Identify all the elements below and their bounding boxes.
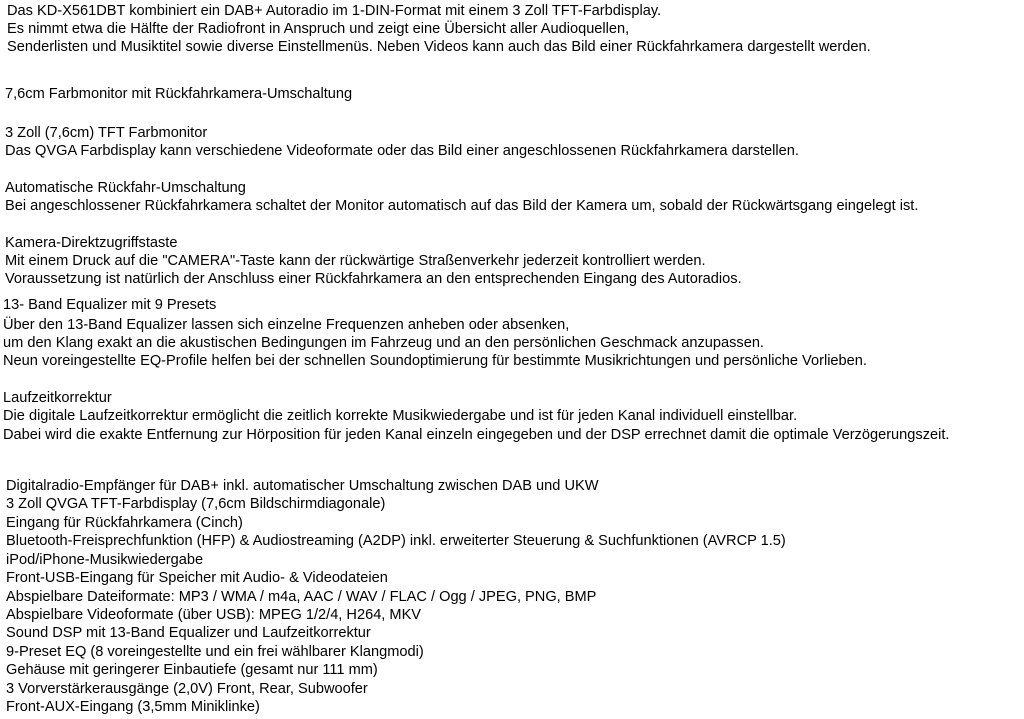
camera-key-heading: Kamera-Direktzugriffstaste — [5, 235, 178, 251]
feature-item: Abspielbare Dateiformate: MP3 / WMA / m4a, AAC / WAV / FLAC / Ogg / JPEG, PNG, BMP — [6, 589, 597, 605]
tft-monitor-text: Das QVGA Farbdisplay kann verschiedene Videoformate oder das Bild einer angeschlossenen Rückfahrkamera darstellen. — [5, 143, 799, 159]
time-alignment-heading: Laufzeitkorrektur — [3, 390, 112, 406]
time-alignment-line-2: Dabei wird die exakte Entfernung zur Hörposition für jeden Kanal einzeln eingegeben und der DSP errechnet damit die optimale Verzögerungszeit. — [3, 427, 950, 443]
feature-item: 3 Vorverstärkerausgänge (2,0V) Front, Rear, Subwoofer — [6, 681, 368, 697]
intro-line-3: Senderlisten und Musiktitel sowie diverse Einstellmenüs. Neben Videos kann auch das Bild einer Rückfahrkamera dargestellt werden. — [7, 39, 871, 55]
tft-monitor-heading: 3 Zoll (7,6cm) TFT Farbmonitor — [5, 125, 208, 141]
feature-item: Front-AUX-Eingang (3,5mm Miniklinke) — [6, 699, 260, 715]
feature-item: iPod/iPhone-Musikwiedergabe — [6, 552, 204, 568]
camera-key-line-2: Voraussetzung ist natürlich der Anschluss einer Rückfahrkamera an den entsprechenden Eingang des Autoradios. — [5, 271, 742, 287]
camera-key-line-1: Mit einem Druck auf die "CAMERA"-Taste kann der rückwärtige Straßenverkehr jederzeit kontrolliert werden. — [5, 253, 706, 269]
auto-switch-text: Bei angeschlossener Rückfahrkamera schaltet der Monitor automatisch auf das Bild der Kamera um, sobald der Rückwärtsgang eingelegt ist. — [5, 198, 919, 214]
intro-line-1: Das KD-X561DBT kombiniert ein DAB+ Autoradio im 1-DIN-Format mit einem 3 Zoll TFT-Farbdisplay. — [7, 3, 662, 19]
feature-item: Front-USB-Eingang für Speicher mit Audio- & Videodateien — [6, 570, 388, 586]
feature-item: Sound DSP mit 13-Band Equalizer und Laufzeitkorrektur — [6, 625, 371, 641]
feature-item: Abspielbare Videoformate (über USB): MPEG 1/2/4, H264, MKV — [6, 607, 422, 623]
time-alignment-line-1: Die digitale Laufzeitkorrektur ermöglicht die zeitlich korrekte Musikwiedergabe und ist für jeden Kanal individuell einstellbar. — [3, 408, 798, 424]
feature-item: Bluetooth-Freisprechfunktion (HFP) & Audiostreaming (A2DP) inkl. erweiterter Steuerung & Suchfunktionen (AVRCP 1.5) — [6, 533, 786, 549]
equalizer-line-2: um den Klang exakt an die akustischen Bedingungen im Fahrzeug und an den persönlichen Geschmack anzupassen. — [3, 335, 764, 351]
auto-switch-heading: Automatische Rückfahr-Umschaltung — [5, 180, 246, 196]
monitor-section-heading: 7,6cm Farbmonitor mit Rückfahrkamera-Umschaltung — [5, 86, 353, 102]
equalizer-heading: 13- Band Equalizer mit 9 Presets — [3, 297, 217, 313]
equalizer-line-1: Über den 13-Band Equalizer lassen sich einzelne Frequenzen anheben oder absenken, — [3, 317, 570, 333]
feature-item: Gehäuse mit geringerer Einbautiefe (gesamt nur 111 mm) — [6, 662, 378, 678]
feature-item: Digitalradio-Empfänger für DAB+ inkl. automatischer Umschaltung zwischen DAB und UKW — [6, 478, 599, 494]
intro-line-2: Es nimmt etwa die Hälfte der Radiofront in Anspruch und zeigt eine Übersicht aller Audioquellen, — [7, 21, 630, 37]
feature-item: Eingang für Rückfahrkamera (Cinch) — [6, 515, 243, 531]
equalizer-line-3: Neun voreingestellte EQ-Profile helfen bei der schnellen Soundoptimierung für bestimmte Musikrichtungen und persönliche Vorlieben. — [3, 353, 867, 369]
feature-item: 9-Preset EQ (8 voreingestellte und ein frei wählbarer Klangmodi) — [6, 644, 424, 660]
feature-item: 3 Zoll QVGA TFT-Farbdisplay (7,6cm Bildschirmdiagonale) — [6, 496, 386, 512]
